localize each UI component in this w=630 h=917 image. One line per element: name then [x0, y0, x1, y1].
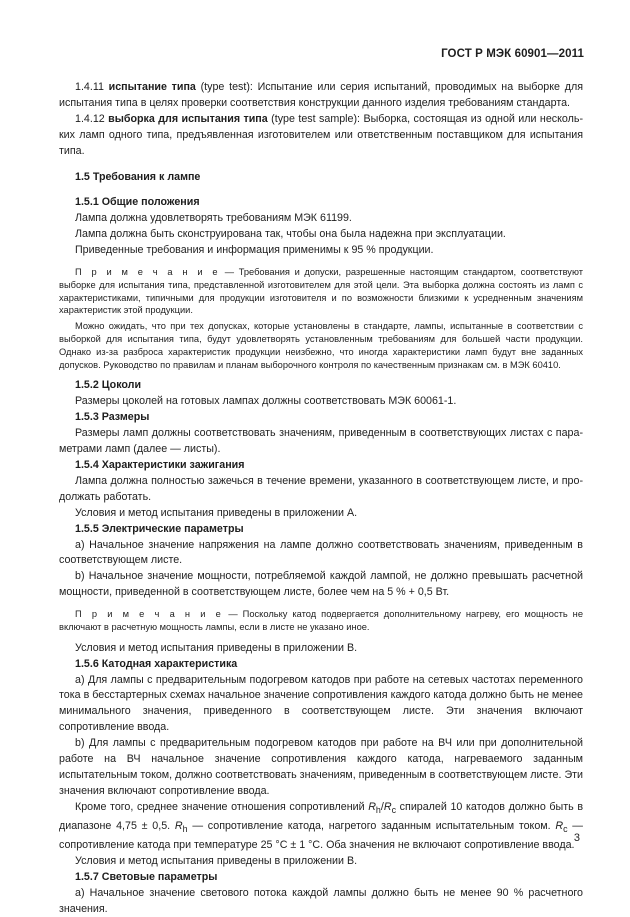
term: выборка для испытания типа: [108, 112, 268, 125]
section-title-1-5-1: 1.5.1 Общие положения: [75, 196, 200, 209]
paragraph: Лампа должна полностью зажечься в течение времени, указанного в соответствующем листе, и продолжать работать.: [59, 474, 583, 503]
paragraph: Лампа должна быть сконструирована так, чтобы она была надежна при эксплуатации.: [75, 228, 506, 241]
list-item-b: b) Для лампы с предварительным подогревом катодов при работе на ВЧ или при дополнительной работе на ВЧ начальное значение сопротивления каждого катода, нагреваемого заданным испытательным током, должно соответствовать значениям, приведенным в соответствующем листе. Эти значения включают сопротивление ввода.: [59, 737, 583, 797]
list-item-b: b) Начальное значение мощности, потребляемой каждой лампой, не должно превышать расчетной мощности, приведенной в соответствующем листе, более чем на 5 % + 0,5 Вт.: [59, 570, 583, 599]
note-label: П р и м е ч а н и е: [75, 609, 224, 620]
paragraph: Условия и метод испытания приведены в приложении В.: [75, 641, 358, 654]
paragraph: Лампа должна удовлетворять требованиям МЭК 61199.: [75, 212, 352, 225]
note-text: — Поскольку катод подвергается дополнительному нагреву, его мощность не включают в расчетную мощность лампы, если в листе не указано иное.: [59, 609, 583, 632]
term: испытание типа: [108, 81, 196, 93]
section-title-1-5-2: 1.5.2 Цоколи: [75, 379, 142, 392]
note-text: — Требования и допуски, разрешенные настоящим стандартом, соответствуют выборке для испытания типа, представленной изготовителем для этой цели. Эта выборка должна состоять из ламп с характеристиками, типичными для продукции изготовителя и по возможности близкими к усредненным значениям характеристик этой продукции.: [59, 267, 583, 316]
paragraph: Размеры ламп должны соответствовать значениям, приведенным в соответствующих листах с параметрами ламп (далее — листы).: [59, 427, 583, 456]
list-item-a: а) Для лампы с предварительным подогревом катодов при работе на сетевых частотах переменного тока в бесстартерных схемах начальное значение сопротивления каждого катода должно быть не менее минимального значения, приведенного в соответствующем листе. Эти значения включают сопротивление ввода.: [59, 673, 583, 734]
clause-number: 1.4.11: [75, 81, 104, 93]
page-number: 3: [573, 832, 580, 844]
page-content: [59, 80, 583, 917]
paragraph: Приведенные требования и информация применимы к 95 % продукции.: [75, 244, 434, 257]
paragraph: Условия и метод испытания приведены в приложении В.: [75, 854, 358, 867]
paragraph: Условия и метод испытания приведены в приложении А.: [75, 506, 358, 519]
note-1-5-5: [59, 608, 583, 634]
section-title-1-5-3: 1.5.3 Размеры: [75, 411, 150, 424]
section-title-1-5-6: 1.5.6 Катодная характеристика: [75, 657, 238, 670]
ratio-paragraph: Кроме того, среднее значение отношения сопротивлений $R_h/R_с$ спиралей 10 катодов должно быть в диапазоне 4,75 ± 0,5. $R_h$ — сопротивление катода, нагретого заданным испытательным током. $R_с$ — сопротивление катода при температуре 25 °С ± 1 °С. Оба значения не включают сопротивление ввода.: [59, 800, 583, 851]
clause-number: 1.4.12: [75, 112, 105, 125]
section-title-1-5-7: 1.5.7 Световые параметры: [75, 870, 218, 883]
section-title-1-5-4: 1.5.4 Характеристики зажигания: [75, 458, 245, 471]
definition-text: (type test sample): Выборка, состоящая из одной или нескольких ламп одного типа, предъявленная изготовителем или ответственным поставщиком для испытания типа.: [59, 112, 583, 157]
note-label: П р и м е ч а н и е: [75, 267, 221, 278]
paragraph: Размеры цоколей на готовых лампах должны соответствовать МЭК 60061-1.: [75, 395, 457, 408]
note-paragraph: Можно ожидать, что при тех допусках, которые установлены в стандарте, лампы, испытанные в соответствии с выборкой для испытания типа, будут удовлетворять установленным требованиям для большей части продукции. Однако из-за разброса характеристик продукции неизбежно, что иногда характеристики ламп будут вне заданных допусков. Руководство по правилам и планам выборочного контроля по качественным признакам см. в МЭК 60410.: [59, 321, 583, 370]
note-1-5-1: [59, 266, 583, 317]
section-title-1-5-5: 1.5.5 Электрические параметры: [75, 522, 244, 535]
list-item-a: а) Начальное значение светового потока каждой лампы должно быть не менее 90 % расчетного значения.: [59, 886, 583, 915]
list-item-a: а) Начальное значение напряжения на лампе должно соответствовать значениям, приведенным в соответствующем листе.: [59, 538, 583, 567]
section-title-1-5: 1.5 Требования к лампе: [75, 170, 201, 183]
definition-1-4-12: [59, 112, 583, 160]
document-code-header: ГОСТ Р МЭК 60901—2011: [441, 48, 584, 60]
definition-text: (type test): Испытание или серия испытаний, проводимых на выборке для испытания типа в целях проверки соответствия конструкции данного изделия требованиям стандарта.: [59, 81, 583, 109]
definition-1-4-11: [59, 80, 583, 112]
